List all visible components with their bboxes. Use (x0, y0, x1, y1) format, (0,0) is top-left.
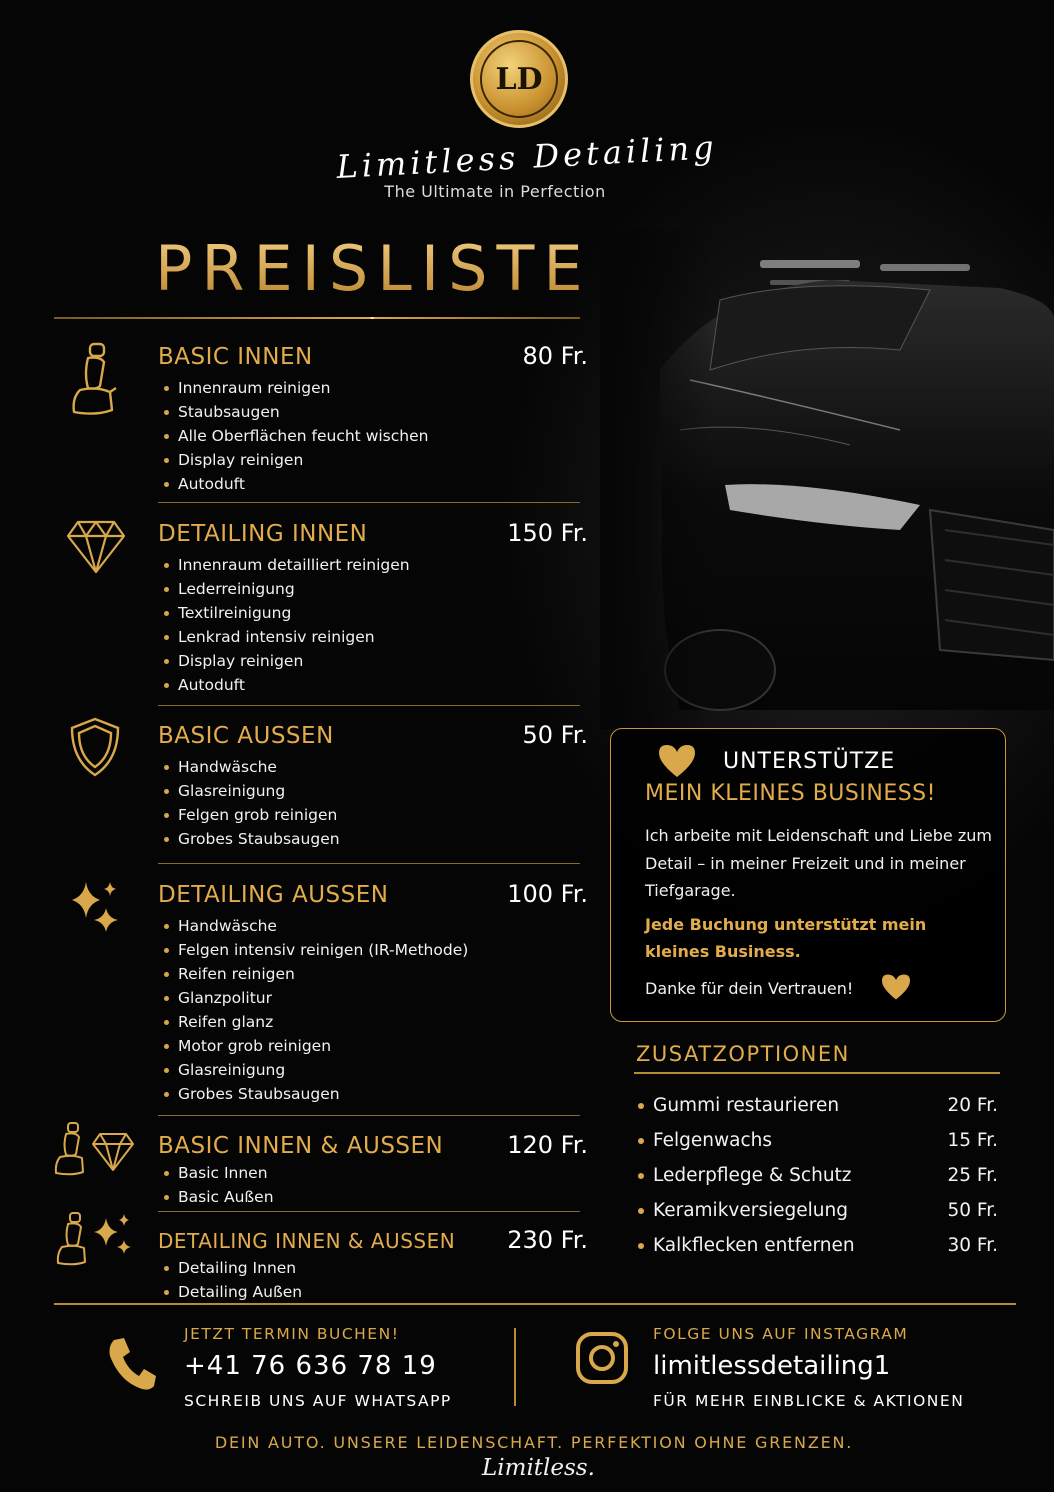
extra-name: Keramikversiegelung (636, 1193, 848, 1228)
list-item: Glasreinigung (158, 779, 588, 803)
extra-price: 20 Fr. (947, 1095, 998, 1116)
list-item (636, 1158, 998, 1193)
section-divider (158, 1211, 580, 1212)
section-price: 50 Fr. (522, 721, 588, 749)
seat-diamond-icon (52, 1120, 136, 1178)
signature: Limitless. (482, 1455, 595, 1481)
car-seat-icon (66, 340, 122, 420)
section-price: 150 Fr. (507, 519, 588, 547)
list-item: Handwäsche (158, 914, 588, 938)
extra-name: Felgenwachs (636, 1123, 772, 1158)
extra-price: 25 Fr. (947, 1165, 998, 1186)
support-heading: UNTERSTÜTZE (723, 749, 896, 774)
phone-icon (106, 1336, 158, 1392)
list-item (636, 1193, 998, 1228)
section-basic-aussen (158, 721, 588, 851)
list-item: Autoduft (158, 673, 588, 697)
list-item: Innenraum reinigen (158, 376, 588, 400)
list-item: Lederreinigung (158, 577, 588, 601)
diamond-icon (64, 516, 128, 576)
extra-price: 50 Fr. (947, 1200, 998, 1221)
section-price: 230 Fr. (507, 1226, 588, 1254)
section-detailing-aussen (158, 880, 588, 1106)
section-title: DETAILING AUSSEN (158, 882, 389, 908)
list-item: Handwäsche (158, 755, 588, 779)
list-item: Staubsaugen (158, 400, 588, 424)
section-title: DETAILING INNEN & AUSSEN (158, 1229, 456, 1253)
list-item (636, 1123, 998, 1158)
section-title: DETAILING INNEN (158, 521, 368, 547)
list-item: Glasreinigung (158, 1058, 588, 1082)
list-item: Motor grob reinigen (158, 1034, 588, 1058)
extra-price: 15 Fr. (947, 1130, 998, 1151)
list-item (636, 1228, 998, 1263)
list-item: Grobes Staubsaugen (158, 1082, 588, 1106)
section-price: 80 Fr. (522, 342, 588, 370)
section-detailing-innen (158, 519, 588, 697)
logo-badge (470, 30, 568, 128)
whatsapp-label: SCHREIB UNS AUF WHATSAPP (184, 1392, 452, 1410)
list-item: Innenraum detailliert reinigen (158, 553, 588, 577)
instagram-icon (574, 1330, 630, 1386)
list-item: Display reinigen (158, 448, 588, 472)
extras-title: ZUSATZOPTIONEN (636, 1042, 850, 1066)
list-item: Reifen glanz (158, 1010, 588, 1034)
extras-divider (634, 1072, 1000, 1074)
list-item: Alle Oberflächen feucht wischen (158, 424, 588, 448)
instagram-sub: FÜR MEHR EINBLICKE & AKTIONEN (653, 1392, 965, 1410)
section-divider (158, 705, 580, 706)
list-item: Detailing Innen (158, 1256, 588, 1280)
section-title: BASIC INNEN (158, 344, 313, 370)
page-title: PREISLISTE (155, 232, 592, 305)
section-title: BASIC INNEN & AUSSEN (158, 1133, 444, 1159)
section-title: BASIC AUSSEN (158, 723, 334, 749)
section-divider (158, 1115, 580, 1116)
seat-sparkles-icon (54, 1210, 138, 1268)
list-item: Autoduft (158, 472, 588, 496)
list-item: Display reinigen (158, 649, 588, 673)
support-subheading: MEIN KLEINES BUSINESS! (645, 781, 936, 806)
motto: DEIN AUTO. UNSERE LEIDENSCHAFT. PERFEKTION OHNE GRENZEN. (214, 1433, 854, 1452)
sparkles-icon (66, 878, 124, 936)
phone-number[interactable]: +41 76 636 78 19 (184, 1351, 437, 1381)
list-item (636, 1088, 998, 1123)
extras-list (636, 1088, 998, 1263)
support-thanks: Danke für dein Vertrauen! (645, 979, 854, 998)
list-item: Felgen intensiv reinigen (IR-Methode) (158, 938, 588, 962)
list-item: Felgen grob reinigen (158, 803, 588, 827)
footer-divider (54, 1303, 1016, 1305)
title-divider (54, 317, 580, 319)
section-detailing-innen-aussen (158, 1226, 588, 1304)
extra-name: Gummi restaurieren (636, 1088, 839, 1123)
shield-icon (68, 716, 122, 778)
logo-monogram: LD (480, 40, 558, 118)
section-divider (158, 502, 580, 503)
instagram-handle[interactable]: limitlessdetailing1 (653, 1351, 891, 1381)
extra-name: Lederpflege & Schutz (636, 1158, 852, 1193)
instagram-label: FOLGE UNS AUF INSTAGRAM (653, 1325, 909, 1343)
list-item: Grobes Staubsaugen (158, 827, 588, 851)
footer-separator (514, 1328, 516, 1406)
section-price: 120 Fr. (507, 1131, 588, 1159)
car-photo (600, 230, 1054, 730)
brand-name: Limitless Detailing (335, 128, 719, 186)
support-highlight: Jede Buchung unterstützt mein kleines Business. (645, 915, 927, 961)
heart-icon (880, 973, 912, 1001)
section-divider (158, 863, 580, 864)
list-item: Reifen reinigen (158, 962, 588, 986)
list-item: Basic Innen (158, 1161, 588, 1185)
section-basic-innen-aussen (158, 1131, 588, 1209)
list-item: Lenkrad intensiv reinigen (158, 625, 588, 649)
extra-name: Kalkflecken entfernen (636, 1228, 855, 1263)
list-item: Detailing Außen (158, 1280, 588, 1304)
list-item: Glanzpolitur (158, 986, 588, 1010)
section-price: 100 Fr. (507, 880, 588, 908)
list-item: Basic Außen (158, 1185, 588, 1209)
booking-label: JETZT TERMIN BUCHEN! (184, 1325, 400, 1343)
extra-price: 30 Fr. (947, 1235, 998, 1256)
section-basic-innen (158, 342, 588, 496)
support-text: Ich arbeite mit Leidenschaft und Liebe zum Detail – in meiner Freizeit und in meiner Tiefgarage. (645, 826, 992, 900)
tagline: The Ultimate in Perfection (384, 182, 606, 201)
support-box (610, 728, 1006, 1022)
list-item: Textilreinigung (158, 601, 588, 625)
heart-icon (657, 743, 697, 779)
